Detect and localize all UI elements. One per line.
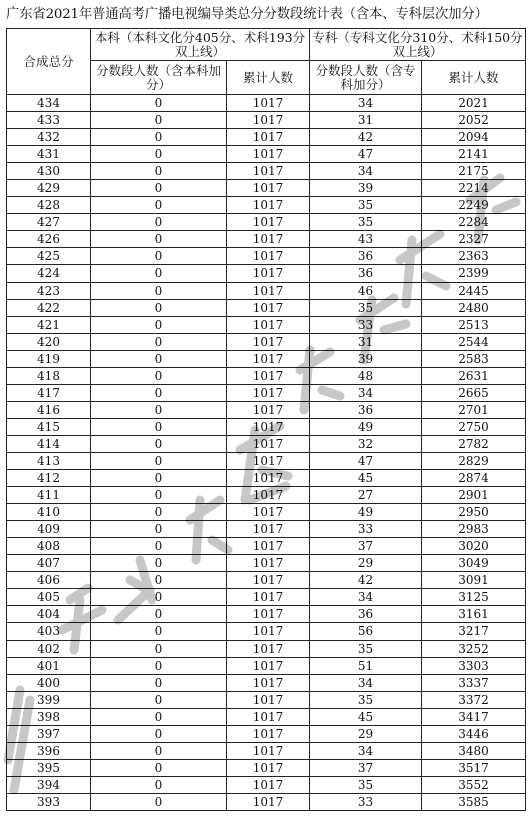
table-header xyxy=(7,29,526,95)
cell-bachelor-count: 0 xyxy=(91,384,227,401)
cell-college-cumulative: 2094 xyxy=(422,129,526,146)
cell-bachelor-cumulative: 1017 xyxy=(227,776,310,793)
cell-college-count: 31 xyxy=(310,112,422,129)
cell-college-count: 32 xyxy=(310,435,422,452)
cell-college-count: 35 xyxy=(310,640,422,657)
cell-college-count: 45 xyxy=(310,470,422,487)
cell-bachelor-count: 0 xyxy=(91,265,227,282)
cell-score: 409 xyxy=(7,521,91,538)
cell-college-cumulative: 3252 xyxy=(422,640,526,657)
cell-bachelor-count: 0 xyxy=(91,555,227,572)
cell-score: 402 xyxy=(7,640,91,657)
header-college-count: 分数段人数（含专科加分） xyxy=(310,61,422,95)
header-college-cumulative: 累计人数 xyxy=(422,61,526,95)
cell-college-cumulative: 3125 xyxy=(422,589,526,606)
cell-college-count: 34 xyxy=(310,742,422,759)
cell-bachelor-cumulative: 1017 xyxy=(227,555,310,572)
table-row xyxy=(7,555,526,572)
cell-score: 430 xyxy=(7,163,91,180)
cell-college-count: 39 xyxy=(310,350,422,367)
cell-college-count: 42 xyxy=(310,572,422,589)
cell-bachelor-cumulative: 1017 xyxy=(227,214,310,231)
cell-score: 400 xyxy=(7,674,91,691)
cell-bachelor-cumulative: 1017 xyxy=(227,333,310,350)
cell-score: 407 xyxy=(7,555,91,572)
cell-college-count: 34 xyxy=(310,384,422,401)
cell-score: 417 xyxy=(7,384,91,401)
table-row xyxy=(7,725,526,742)
cell-college-cumulative: 2750 xyxy=(422,418,526,435)
cell-college-count: 29 xyxy=(310,725,422,742)
cell-college-cumulative: 3372 xyxy=(422,691,526,708)
cell-bachelor-cumulative: 1017 xyxy=(227,657,310,674)
cell-score: 414 xyxy=(7,435,91,452)
cell-score: 398 xyxy=(7,708,91,725)
cell-score: 427 xyxy=(7,214,91,231)
cell-college-count: 29 xyxy=(310,555,422,572)
cell-college-count: 49 xyxy=(310,418,422,435)
cell-score: 399 xyxy=(7,691,91,708)
cell-bachelor-count: 0 xyxy=(91,180,227,197)
cell-bachelor-cumulative: 1017 xyxy=(227,299,310,316)
cell-bachelor-cumulative: 1017 xyxy=(227,248,310,265)
cell-score: 404 xyxy=(7,606,91,623)
cell-bachelor-count: 0 xyxy=(91,452,227,469)
cell-bachelor-cumulative: 1017 xyxy=(227,112,310,129)
cell-college-cumulative: 3020 xyxy=(422,538,526,555)
cell-bachelor-count: 0 xyxy=(91,367,227,384)
cell-college-cumulative: 3091 xyxy=(422,572,526,589)
cell-bachelor-cumulative: 1017 xyxy=(227,350,310,367)
cell-bachelor-cumulative: 1017 xyxy=(227,470,310,487)
cell-college-cumulative: 2665 xyxy=(422,384,526,401)
cell-college-cumulative: 2829 xyxy=(422,452,526,469)
cell-bachelor-cumulative: 1017 xyxy=(227,589,310,606)
cell-college-cumulative: 2874 xyxy=(422,470,526,487)
cell-college-cumulative: 2782 xyxy=(422,435,526,452)
cell-bachelor-count: 0 xyxy=(91,350,227,367)
cell-college-count: 33 xyxy=(310,521,422,538)
cell-college-count: 34 xyxy=(310,589,422,606)
cell-score: 434 xyxy=(7,95,91,112)
cell-bachelor-count: 0 xyxy=(91,504,227,521)
cell-bachelor-count: 0 xyxy=(91,674,227,691)
table-row xyxy=(7,350,526,367)
cell-bachelor-count: 0 xyxy=(91,112,227,129)
cell-bachelor-count: 0 xyxy=(91,197,227,214)
cell-score: 433 xyxy=(7,112,91,129)
cell-bachelor-count: 0 xyxy=(91,129,227,146)
table-row xyxy=(7,367,526,384)
cell-score: 396 xyxy=(7,742,91,759)
cell-bachelor-count: 0 xyxy=(91,759,227,776)
cell-bachelor-count: 0 xyxy=(91,640,227,657)
cell-bachelor-count: 0 xyxy=(91,793,227,810)
cell-score: 397 xyxy=(7,725,91,742)
table-row xyxy=(7,572,526,589)
cell-college-count: 39 xyxy=(310,180,422,197)
cell-college-count: 51 xyxy=(310,657,422,674)
cell-bachelor-cumulative: 1017 xyxy=(227,367,310,384)
table-row xyxy=(7,112,526,129)
cell-score: 425 xyxy=(7,248,91,265)
cell-score: 412 xyxy=(7,470,91,487)
cell-college-cumulative: 2631 xyxy=(422,367,526,384)
table-row xyxy=(7,299,526,316)
cell-college-cumulative: 2701 xyxy=(422,401,526,418)
table-row xyxy=(7,640,526,657)
cell-score: 413 xyxy=(7,452,91,469)
cell-bachelor-cumulative: 1017 xyxy=(227,708,310,725)
table-row xyxy=(7,163,526,180)
cell-college-count: 48 xyxy=(310,367,422,384)
cell-college-cumulative: 3446 xyxy=(422,725,526,742)
cell-bachelor-cumulative: 1017 xyxy=(227,180,310,197)
cell-bachelor-count: 0 xyxy=(91,776,227,793)
table-row xyxy=(7,435,526,452)
cell-bachelor-cumulative: 1017 xyxy=(227,95,310,112)
cell-college-count: 37 xyxy=(310,759,422,776)
table-row xyxy=(7,452,526,469)
cell-college-count: 47 xyxy=(310,146,422,163)
cell-bachelor-cumulative: 1017 xyxy=(227,231,310,248)
table-row xyxy=(7,606,526,623)
cell-bachelor-count: 0 xyxy=(91,95,227,112)
table-row xyxy=(7,282,526,299)
cell-bachelor-count: 0 xyxy=(91,657,227,674)
table-row xyxy=(7,742,526,759)
cell-score: 393 xyxy=(7,793,91,810)
cell-score: 422 xyxy=(7,299,91,316)
cell-college-cumulative: 3585 xyxy=(422,793,526,810)
table-row xyxy=(7,418,526,435)
cell-score: 403 xyxy=(7,623,91,640)
cell-score: 415 xyxy=(7,418,91,435)
cell-bachelor-count: 0 xyxy=(91,589,227,606)
table-row xyxy=(7,691,526,708)
cell-college-count: 47 xyxy=(310,452,422,469)
cell-college-cumulative: 3161 xyxy=(422,606,526,623)
cell-bachelor-cumulative: 1017 xyxy=(227,623,310,640)
cell-college-cumulative: 2284 xyxy=(422,214,526,231)
table-row xyxy=(7,265,526,282)
cell-college-count: 31 xyxy=(310,333,422,350)
cell-bachelor-count: 0 xyxy=(91,623,227,640)
header-bachelor-count: 分数段人数（含本科加分） xyxy=(91,61,227,95)
document-title: 广东省2021年普通高考广播电视编导类总分分数段统计表（含本、专科层次加分） xyxy=(6,7,488,22)
cell-college-cumulative: 2175 xyxy=(422,163,526,180)
table-row xyxy=(7,674,526,691)
cell-score: 418 xyxy=(7,367,91,384)
cell-bachelor-cumulative: 1017 xyxy=(227,282,310,299)
cell-college-cumulative: 2544 xyxy=(422,333,526,350)
cell-college-cumulative: 2513 xyxy=(422,316,526,333)
cell-bachelor-cumulative: 1017 xyxy=(227,504,310,521)
cell-college-count: 34 xyxy=(310,163,422,180)
table-row xyxy=(7,470,526,487)
cell-bachelor-cumulative: 1017 xyxy=(227,487,310,504)
cell-college-cumulative: 2901 xyxy=(422,487,526,504)
cell-bachelor-count: 0 xyxy=(91,333,227,350)
cell-bachelor-cumulative: 1017 xyxy=(227,146,310,163)
cell-score: 420 xyxy=(7,333,91,350)
header-college-group: 专科（专科文化分310分、术科150分双上线） xyxy=(310,29,526,61)
cell-college-count: 33 xyxy=(310,793,422,810)
cell-bachelor-count: 0 xyxy=(91,248,227,265)
cell-bachelor-cumulative: 1017 xyxy=(227,725,310,742)
cell-college-count: 36 xyxy=(310,606,422,623)
cell-bachelor-count: 0 xyxy=(91,401,227,418)
cell-college-count: 36 xyxy=(310,265,422,282)
cell-bachelor-cumulative: 1017 xyxy=(227,163,310,180)
cell-college-count: 56 xyxy=(310,623,422,640)
cell-bachelor-cumulative: 1017 xyxy=(227,538,310,555)
cell-bachelor-cumulative: 1017 xyxy=(227,793,310,810)
cell-college-cumulative: 2983 xyxy=(422,521,526,538)
cell-bachelor-count: 0 xyxy=(91,282,227,299)
cell-bachelor-cumulative: 1017 xyxy=(227,197,310,214)
cell-college-count: 43 xyxy=(310,231,422,248)
cell-bachelor-cumulative: 1017 xyxy=(227,521,310,538)
cell-bachelor-cumulative: 1017 xyxy=(227,384,310,401)
table-row xyxy=(7,589,526,606)
cell-bachelor-count: 0 xyxy=(91,231,227,248)
cell-score: 426 xyxy=(7,231,91,248)
cell-bachelor-cumulative: 1017 xyxy=(227,742,310,759)
header-bachelor-group: 本科（本科文化分405分、术科193分双上线） xyxy=(91,29,310,61)
cell-bachelor-count: 0 xyxy=(91,572,227,589)
cell-bachelor-count: 0 xyxy=(91,214,227,231)
cell-bachelor-cumulative: 1017 xyxy=(227,316,310,333)
table-row xyxy=(7,521,526,538)
cell-score: 416 xyxy=(7,401,91,418)
cell-score: 423 xyxy=(7,282,91,299)
cell-bachelor-cumulative: 1017 xyxy=(227,435,310,452)
cell-college-count: 49 xyxy=(310,504,422,521)
cell-score: 428 xyxy=(7,197,91,214)
cell-college-cumulative: 2249 xyxy=(422,197,526,214)
cell-college-count: 42 xyxy=(310,129,422,146)
cell-college-cumulative: 2399 xyxy=(422,265,526,282)
cell-college-cumulative: 3552 xyxy=(422,776,526,793)
cell-college-count: 34 xyxy=(310,95,422,112)
cell-score: 424 xyxy=(7,265,91,282)
cell-score: 394 xyxy=(7,776,91,793)
cell-bachelor-count: 0 xyxy=(91,691,227,708)
cell-score: 406 xyxy=(7,572,91,589)
cell-college-cumulative: 2583 xyxy=(422,350,526,367)
cell-score: 429 xyxy=(7,180,91,197)
cell-bachelor-count: 0 xyxy=(91,418,227,435)
table-row xyxy=(7,623,526,640)
table-row xyxy=(7,384,526,401)
header-score: 合成总分 xyxy=(7,29,91,95)
cell-college-cumulative: 2141 xyxy=(422,146,526,163)
cell-bachelor-count: 0 xyxy=(91,725,227,742)
cell-college-count: 27 xyxy=(310,487,422,504)
cell-college-count: 36 xyxy=(310,401,422,418)
table-row xyxy=(7,657,526,674)
table-row xyxy=(7,231,526,248)
cell-bachelor-cumulative: 1017 xyxy=(227,691,310,708)
cell-college-count: 46 xyxy=(310,282,422,299)
cell-college-cumulative: 3303 xyxy=(422,657,526,674)
cell-bachelor-count: 0 xyxy=(91,538,227,555)
cell-bachelor-count: 0 xyxy=(91,435,227,452)
cell-college-cumulative: 3517 xyxy=(422,759,526,776)
cell-score: 421 xyxy=(7,316,91,333)
cell-bachelor-count: 0 xyxy=(91,163,227,180)
table-row xyxy=(7,316,526,333)
cell-college-cumulative: 3480 xyxy=(422,742,526,759)
cell-bachelor-count: 0 xyxy=(91,742,227,759)
cell-bachelor-cumulative: 1017 xyxy=(227,674,310,691)
table-row xyxy=(7,504,526,521)
cell-college-cumulative: 3049 xyxy=(422,555,526,572)
table-row xyxy=(7,401,526,418)
cell-bachelor-count: 0 xyxy=(91,606,227,623)
table-row xyxy=(7,180,526,197)
cell-college-cumulative: 3337 xyxy=(422,674,526,691)
table-row xyxy=(7,487,526,504)
cell-bachelor-cumulative: 1017 xyxy=(227,572,310,589)
table-row xyxy=(7,776,526,793)
cell-college-count: 34 xyxy=(310,674,422,691)
cell-bachelor-cumulative: 1017 xyxy=(227,606,310,623)
cell-score: 401 xyxy=(7,657,91,674)
table-row xyxy=(7,708,526,725)
cell-bachelor-cumulative: 1017 xyxy=(227,265,310,282)
cell-bachelor-cumulative: 1017 xyxy=(227,759,310,776)
cell-score: 411 xyxy=(7,487,91,504)
cell-score: 395 xyxy=(7,759,91,776)
cell-bachelor-count: 0 xyxy=(91,299,227,316)
cell-bachelor-count: 0 xyxy=(91,470,227,487)
cell-score: 410 xyxy=(7,504,91,521)
cell-college-cumulative: 2950 xyxy=(422,504,526,521)
cell-college-cumulative: 2052 xyxy=(422,112,526,129)
cell-college-cumulative: 3417 xyxy=(422,708,526,725)
cell-bachelor-cumulative: 1017 xyxy=(227,452,310,469)
table-row xyxy=(7,197,526,214)
table-row xyxy=(7,129,526,146)
table-row xyxy=(7,538,526,555)
cell-college-cumulative: 2480 xyxy=(422,299,526,316)
cell-college-count: 45 xyxy=(310,708,422,725)
cell-bachelor-count: 0 xyxy=(91,521,227,538)
cell-college-cumulative: 2214 xyxy=(422,180,526,197)
cell-college-count: 36 xyxy=(310,248,422,265)
table-row xyxy=(7,793,526,810)
table-row xyxy=(7,759,526,776)
cell-college-cumulative: 2021 xyxy=(422,95,526,112)
cell-bachelor-cumulative: 1017 xyxy=(227,129,310,146)
score-distribution-table xyxy=(6,28,526,811)
header-bachelor-cumulative: 累计人数 xyxy=(227,61,310,95)
cell-score: 432 xyxy=(7,129,91,146)
cell-score: 419 xyxy=(7,350,91,367)
cell-bachelor-count: 0 xyxy=(91,146,227,163)
cell-score: 408 xyxy=(7,538,91,555)
cell-college-cumulative: 2327 xyxy=(422,231,526,248)
cell-college-count: 37 xyxy=(310,538,422,555)
cell-bachelor-cumulative: 1017 xyxy=(227,418,310,435)
cell-college-cumulative: 2445 xyxy=(422,282,526,299)
cell-bachelor-cumulative: 1017 xyxy=(227,640,310,657)
table-row xyxy=(7,146,526,163)
table-row xyxy=(7,95,526,112)
cell-bachelor-count: 0 xyxy=(91,708,227,725)
table-row xyxy=(7,214,526,231)
cell-college-count: 35 xyxy=(310,214,422,231)
table-row xyxy=(7,248,526,265)
cell-college-cumulative: 3217 xyxy=(422,623,526,640)
cell-bachelor-cumulative: 1017 xyxy=(227,401,310,418)
cell-college-count: 33 xyxy=(310,316,422,333)
cell-bachelor-count: 0 xyxy=(91,487,227,504)
cell-college-count: 35 xyxy=(310,776,422,793)
cell-college-count: 35 xyxy=(310,197,422,214)
cell-score: 431 xyxy=(7,146,91,163)
table-body xyxy=(7,95,526,811)
cell-score: 405 xyxy=(7,589,91,606)
cell-college-cumulative: 2363 xyxy=(422,248,526,265)
table-row xyxy=(7,333,526,350)
cell-college-count: 35 xyxy=(310,691,422,708)
cell-bachelor-count: 0 xyxy=(91,316,227,333)
cell-college-count: 35 xyxy=(310,299,422,316)
